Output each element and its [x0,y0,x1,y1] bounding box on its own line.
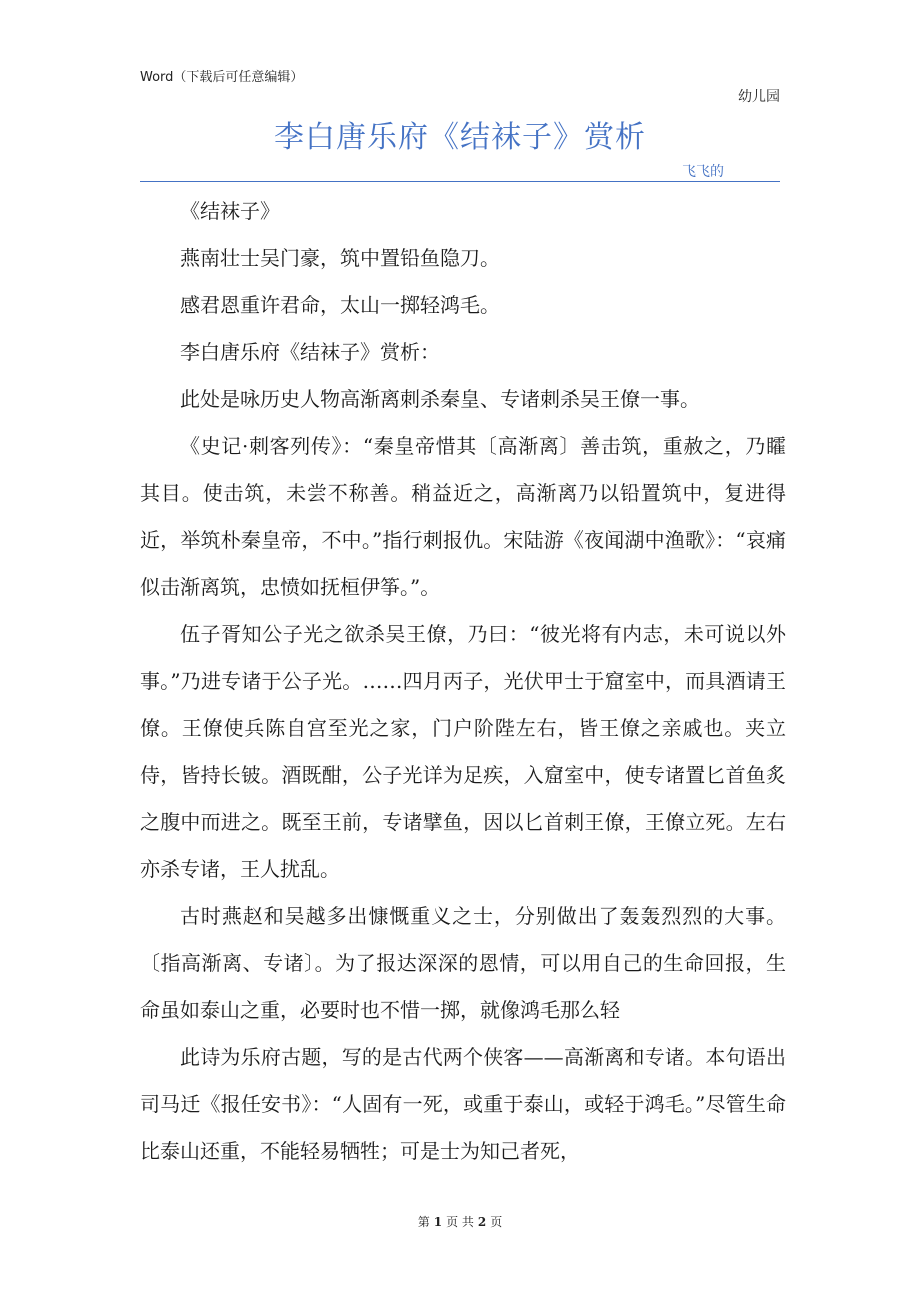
document-title: 李白唐乐府《结袜子》赏析 [274,120,646,155]
footer-total-pages: 2 [477,1215,487,1229]
footer-prefix: 第 [417,1215,430,1229]
title-divider [140,181,780,182]
paragraph-poem-line-1: 燕南壮士吴门豪，筑中置铅鱼隐刀。 [180,246,500,270]
paragraph-origin: 此诗为乐府古题，写的是古代两个侠客——高渐离和专诸。本句语出司马迁《报任安书》：“人固有一死，或重于泰山，或轻于鸿毛。”尽管生命比泰山还重，不能轻易牺牲；可是士为知己者死， [140,1045,786,1163]
header-edit-note: Word（下载后可任意编辑） [140,70,304,85]
paragraph-summary: 此处是咏历史人物高渐离刺杀秦皇、专诸刺杀吴王僚一事。 [180,387,700,411]
document-author: 飞飞的 [682,164,724,180]
paragraph-poem-line-2: 感君恩重许君命，太山一掷轻鸿毛。 [180,293,500,317]
paragraph-poem-title: 《结袜子》 [180,199,280,223]
paragraph-shiji-quote: 《史记·刺客列传》：“秦皇帝惜其〔高渐离〕善击筑，重赦之，乃矐其目。使击筑，未尝不称善。稍益近之，高渐离乃以铅置筑中，复进得近，举筑朴秦皇帝，不中。”指行刺报仇。宋陆游《夜闻湖中渔歌》：“哀痛似击渐离筑，忠愤如抚桓伊筝。”。 [140,434,786,599]
document-body [140,188,786,1175]
footer-suffix: 页 [490,1215,503,1229]
page-footer [0,1213,920,1230]
paragraph-zhuanzhu-story: 伍子胥知公子光之欲杀吴王僚，乃曰：“彼光将有内志，未可说以外事。”乃进专诸于公子光。……四月丙子，光伏甲士于窟室中，而具酒请王僚。王僚使兵陈自宫至光之家，门户阶陛左右，皆王僚之亲戚也。夹立侍，皆持长铍。酒既酣，公子光详为足疾，入窟室中，使专诸置匕首鱼炙之腹中而进之。既至王前，专诸擘鱼，因以匕首刺王僚，王僚立死。左右亦杀专诸，王人扰乱。 [140,622,786,881]
paragraph-interpretation: 古时燕赵和吴越多出慷慨重义之士，分别做出了轰轰烈烈的大事。〔指高渐离、专诸〕。为了报达深深的恩情，可以用自己的生命回报，生命虽如泰山之重，必要时也不惜一掷，就像鸿毛那么轻 [140,904,786,1022]
paragraph-analysis-heading: 李白唐乐府《结袜子》赏析： [180,340,440,364]
footer-middle: 页 共 [446,1215,474,1229]
footer-current-page: 1 [433,1215,443,1229]
header-category: 幼儿园 [738,89,780,105]
